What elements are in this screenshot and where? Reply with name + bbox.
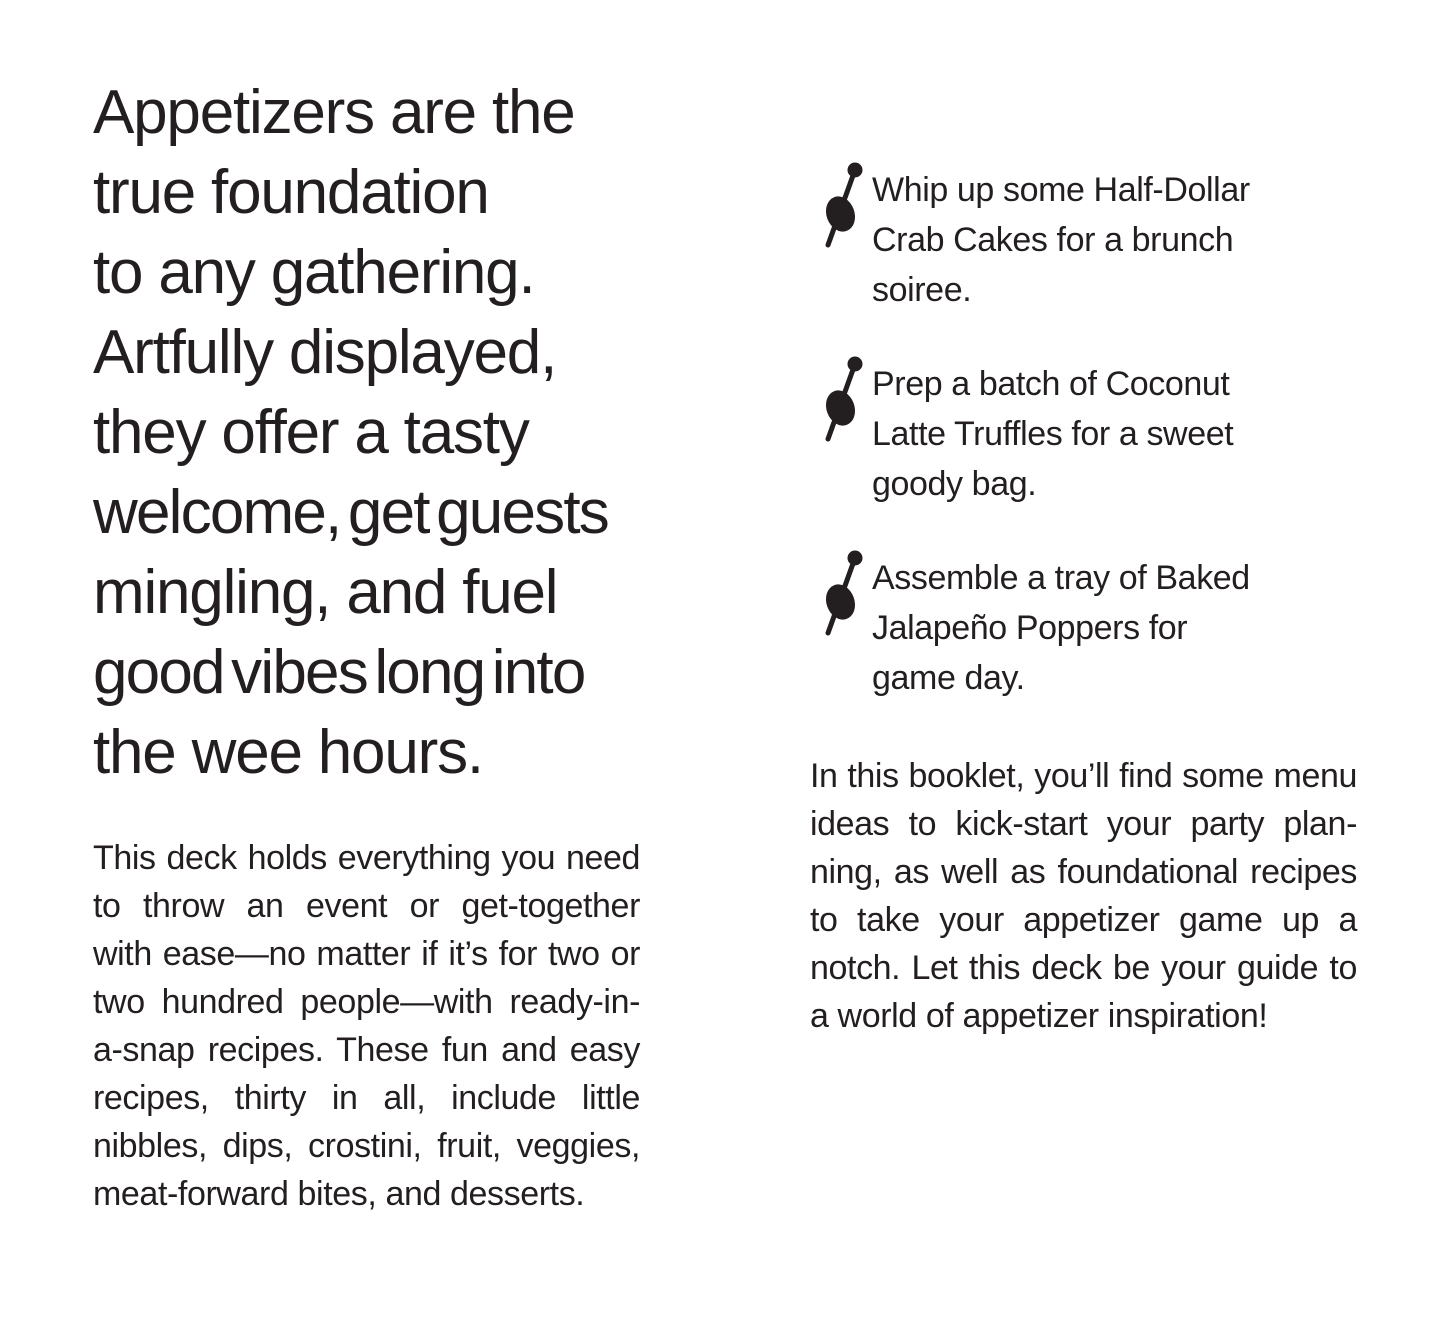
bullet-text: Whip up some Half-Dollar Crab Cakes for a brunch soiree. [872, 171, 1250, 309]
cocktail-pick-icon [820, 549, 864, 637]
bullet-text: Assemble a tray of Baked Jalapeño Poppers for game day. [872, 559, 1250, 697]
bullet-list [820, 165, 1380, 747]
intro-paragraph: This deck holds everything you need to throw an event or get-together with ease—no matter if it’s for two or two hundred people—with ready-in- a-snap recipes. These fun and easy recipes, thirty in all, include little nibbles, dips, crostini, fruit, veggies, meat-forward bites, and desserts. [93, 839, 640, 1213]
bullet-item [820, 553, 1380, 703]
cocktail-pick-icon [820, 161, 864, 249]
bullet-item [820, 165, 1380, 315]
bullet-text: Prep a batch of Coconut Latte Truffles for a sweet goody bag. [872, 365, 1234, 503]
headline: Appetizers are the true foundation to any gathering. Artfully displayed, they offer a tasty welcome, get guests mingling, and fuel good vibes long into the wee hours. [93, 78, 608, 787]
cocktail-pick-icon [820, 355, 864, 443]
closing-paragraph: In this booklet, you’ll find some menu ideas to kick-start your party plan- ning, as well as foundational recipes to take your appetizer game up a notch. Let this deck be your guide to a world of appetizer inspiration! [810, 757, 1357, 1035]
bullet-item [820, 359, 1380, 509]
